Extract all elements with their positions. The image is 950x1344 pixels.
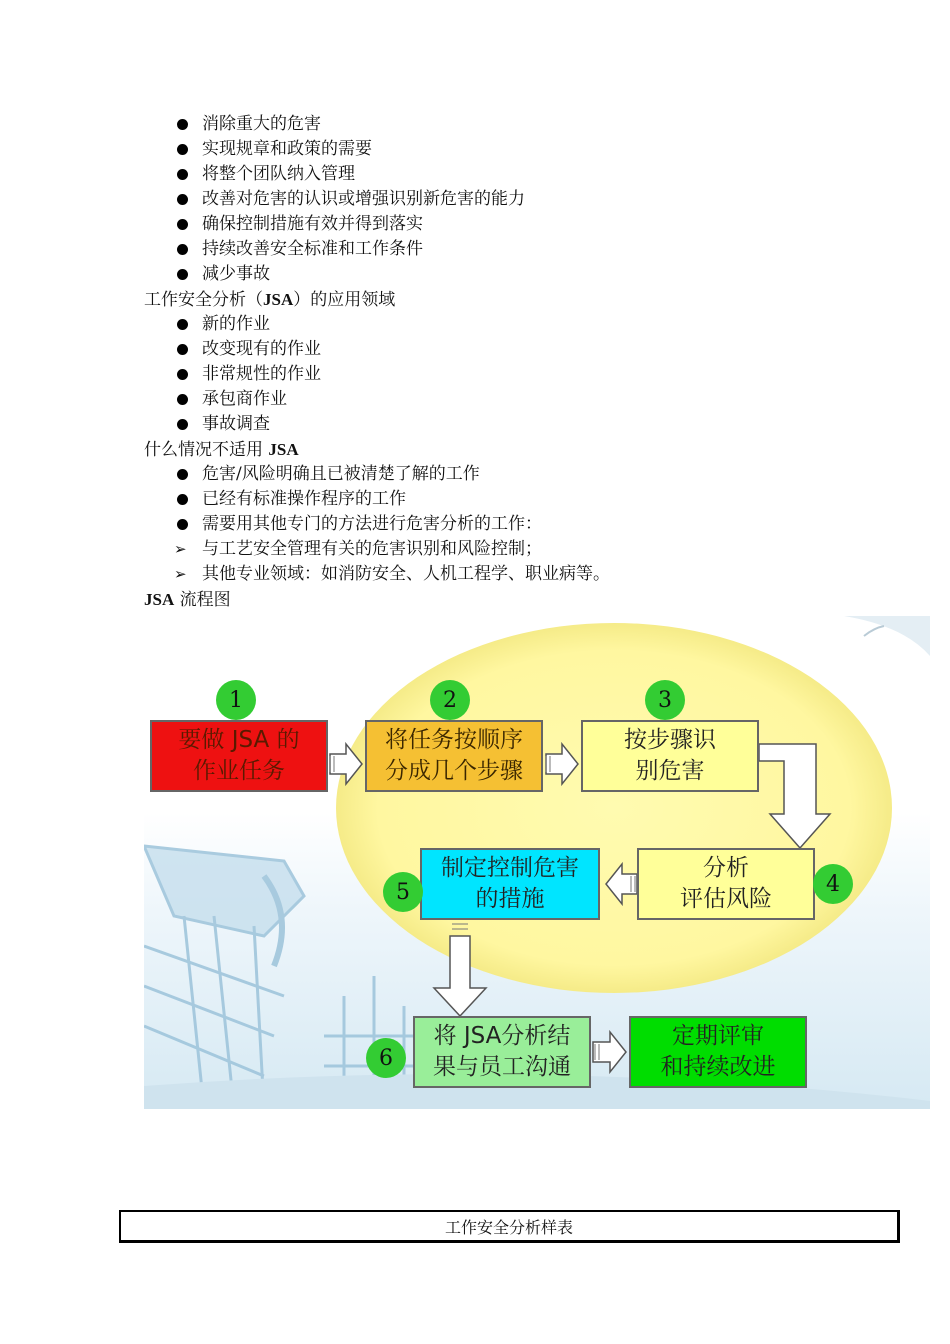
list-item: 事故调查 bbox=[202, 414, 270, 434]
section-heading-flowchart: JSA 流程图 bbox=[144, 590, 231, 610]
flow-step-5: 制定控制危害 的措施 bbox=[420, 848, 600, 920]
table-title: 工作安全分析样表 bbox=[119, 1210, 900, 1243]
list-item: 将整个团队纳入管理 bbox=[202, 164, 355, 184]
list-item: 确保控制措施有效并得到落实 bbox=[202, 214, 423, 234]
list-item: 实现规章和政策的需要 bbox=[202, 139, 372, 159]
flow-step-4: 分析 评估风险 bbox=[637, 848, 815, 920]
step-number-badge: 2 bbox=[430, 680, 470, 720]
step-number-badge: 3 bbox=[645, 680, 685, 720]
list-item: 减少事故 bbox=[202, 264, 270, 284]
list-item: 需要用其他专门的方法进行危害分析的工作： bbox=[202, 514, 542, 534]
list-item: 非常规性的作业 bbox=[202, 364, 321, 384]
step-number-badge: 5 bbox=[383, 872, 423, 912]
sub-list-item: 其他专业领域：如消防安全、人机工程学、职业病等。 bbox=[202, 564, 610, 584]
section-heading-not-applicable: 什么情况不适用 JSA bbox=[144, 440, 299, 460]
list-item: 消除重大的危害 bbox=[202, 114, 321, 134]
flow-step-2: 将任务按顺序 分成几个步骤 bbox=[365, 720, 543, 792]
list-item: 新的作业 bbox=[202, 314, 270, 334]
section-heading-application: 工作安全分析（JSA）的应用领域 bbox=[144, 290, 396, 310]
flow-step-3: 按步骤识 别危害 bbox=[581, 720, 759, 792]
list-item: 改变现有的作业 bbox=[202, 339, 321, 359]
list-item: 已经有标准操作程序的工作 bbox=[202, 489, 406, 509]
list-item: 持续改善安全标准和工作条件 bbox=[202, 239, 423, 259]
list-item: 承包商作业 bbox=[202, 389, 287, 409]
step-number-badge: 6 bbox=[366, 1038, 406, 1078]
step-number-badge: 1 bbox=[216, 680, 256, 720]
step-number-badge: 4 bbox=[813, 864, 853, 904]
jsa-flowchart bbox=[144, 616, 930, 1109]
list-item: 改善对危害的认识或增强识别新危害的能力 bbox=[202, 189, 525, 209]
flow-step-6: 将 JSA分析结 果与员工沟通 bbox=[413, 1016, 591, 1088]
flow-step-review: 定期评审 和持续改进 bbox=[629, 1016, 807, 1088]
sub-list-item: 与工艺安全管理有关的危害识别和风险控制； bbox=[202, 539, 542, 559]
flow-step-1: 要做 JSA 的 作业任务 bbox=[150, 720, 328, 792]
list-item: 危害/风险明确且已被清楚了解的工作 bbox=[202, 464, 480, 484]
